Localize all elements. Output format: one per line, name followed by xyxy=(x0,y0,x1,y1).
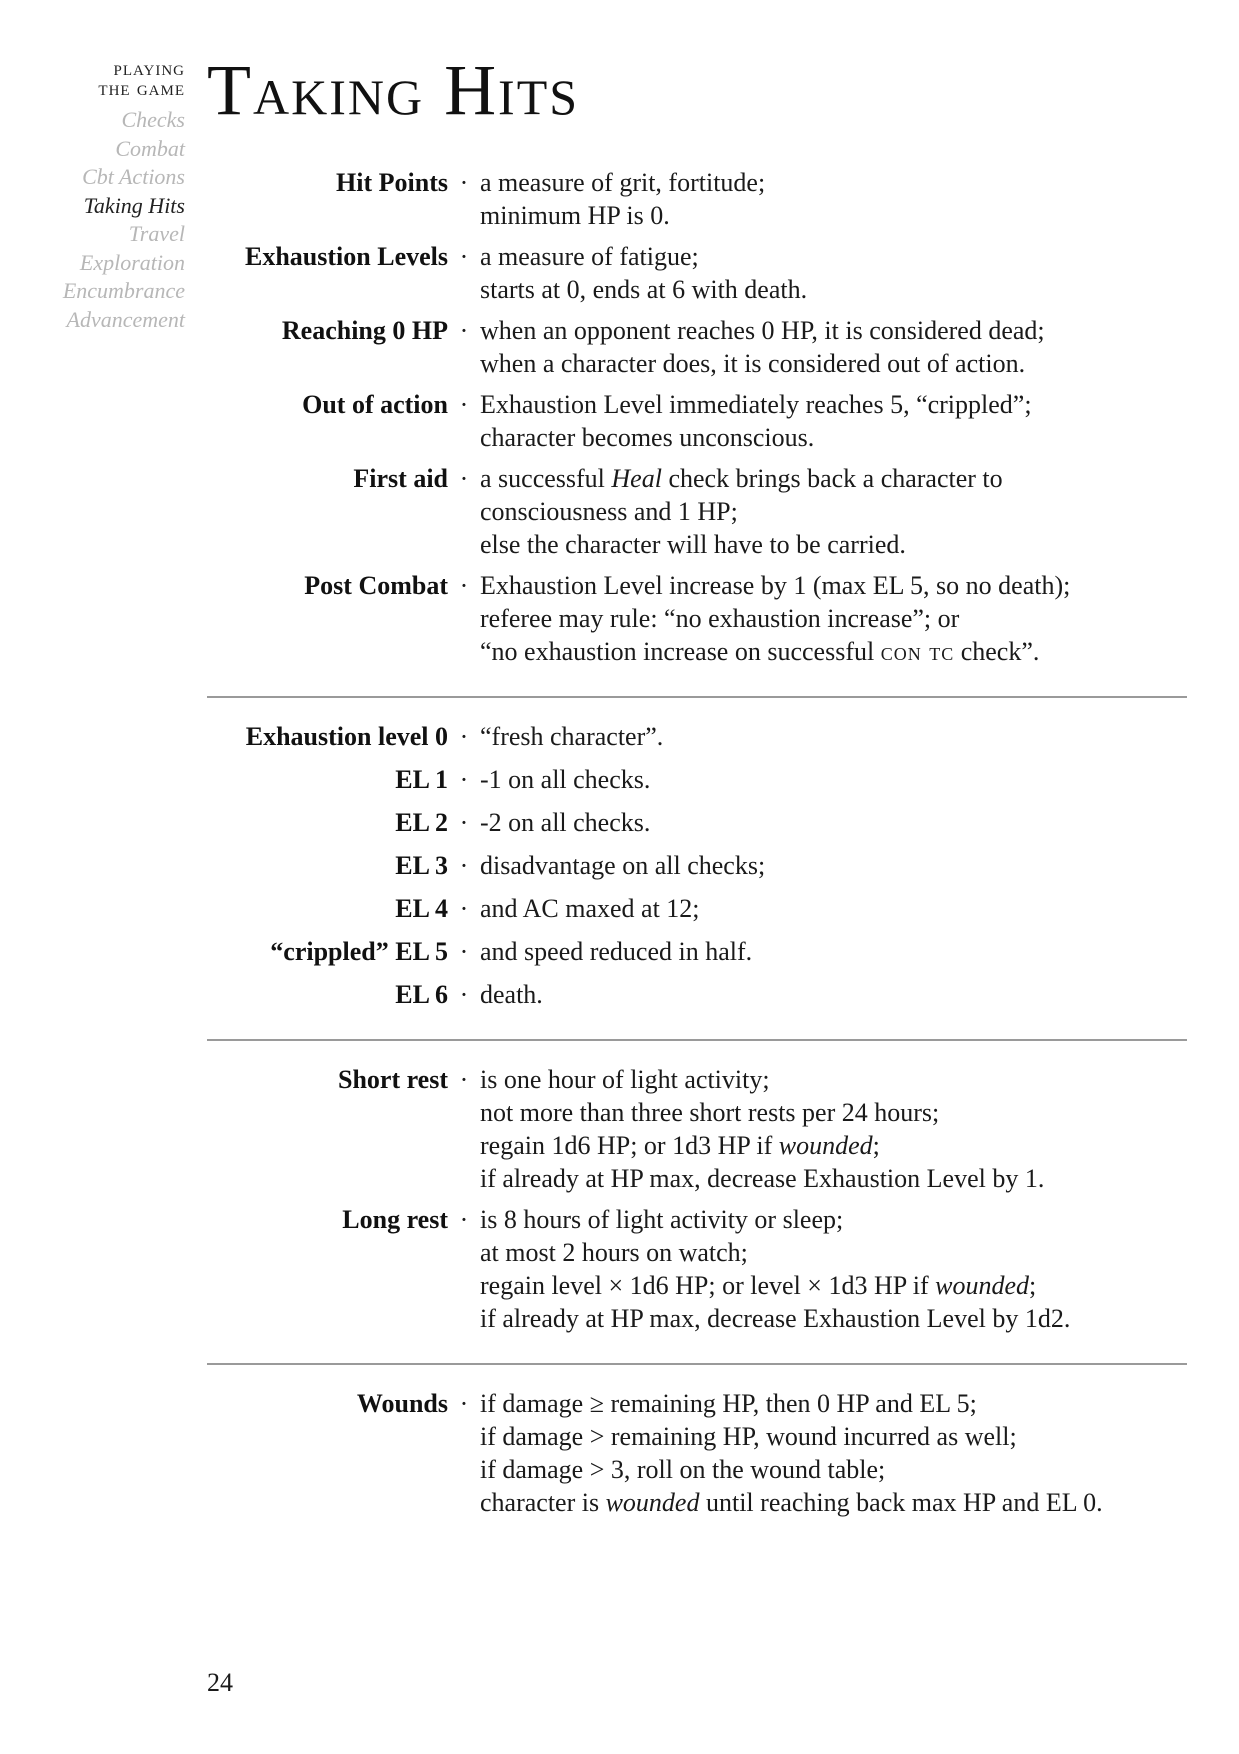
section-divider xyxy=(207,1363,1187,1365)
bullet-separator: · xyxy=(459,765,469,794)
nav-item-exploration[interactable]: Exploration xyxy=(79,249,185,275)
bullet-separator: · xyxy=(459,851,469,880)
definition-row xyxy=(207,1387,1187,1519)
bullet-separator: · xyxy=(459,980,469,1009)
italic-term: wounded xyxy=(778,1131,873,1160)
bullet-separator: · xyxy=(459,316,469,345)
rules-content xyxy=(207,166,1187,1519)
description-line: if damage ≥ remaining HP, then 0 HP and EL 5; xyxy=(480,1389,977,1418)
description-line: if damage > remaining HP, wound incurred as well; xyxy=(480,1422,1017,1451)
description-line xyxy=(480,635,1187,668)
definition-row xyxy=(207,935,1187,968)
definition-row xyxy=(207,569,1187,668)
nav-item-encumbrance[interactable]: Encumbrance xyxy=(62,278,185,303)
bullet-separator: · xyxy=(459,1205,469,1234)
description-line: Exhaustion Level increase by 1 (max EL 5, so no death); xyxy=(480,571,1071,600)
section-title-line: playing xyxy=(113,56,185,80)
definition-row xyxy=(207,1063,1187,1195)
definition-term: EL 3 xyxy=(395,851,448,880)
definition-row xyxy=(207,720,1187,753)
definition-description xyxy=(480,240,1187,306)
definition-description xyxy=(480,892,1187,925)
definition-term: Hit Points xyxy=(336,168,448,197)
bullet-separator: · xyxy=(459,168,469,197)
bullet-separator: · xyxy=(459,242,469,271)
description-line: a measure of grit, fortitude; xyxy=(480,168,766,197)
bullet-separator: · xyxy=(459,894,469,923)
description-line: not more than three short rests per 24 hours; xyxy=(480,1098,940,1127)
text-segment: regain level × 1d6 HP; or level × 1d3 HP if xyxy=(480,1271,936,1300)
description-line xyxy=(480,1129,1187,1162)
definition-row xyxy=(207,892,1187,925)
section-divider xyxy=(207,1039,1187,1041)
nav-item-travel[interactable]: Travel xyxy=(128,221,185,246)
definition-row xyxy=(207,763,1187,796)
page-title: Taking Hits xyxy=(207,50,580,130)
bullet-separator: · xyxy=(459,571,469,600)
bullet-separator: · xyxy=(459,937,469,966)
definition-term: EL 1 xyxy=(395,765,448,794)
definition-term: Out of action xyxy=(302,390,448,419)
definition-description xyxy=(480,1387,1187,1519)
section-title xyxy=(20,58,185,98)
description-line: minimum HP is 0. xyxy=(480,201,670,230)
definition-description xyxy=(480,720,1187,753)
description-line: and AC maxed at 12; xyxy=(480,894,700,923)
bullet-separator: · xyxy=(459,390,469,419)
description-line: else the character will have to be carried. xyxy=(480,530,906,559)
definition-row xyxy=(207,978,1187,1011)
text-segment: a successful xyxy=(480,464,612,493)
description-line: a measure of fatigue; xyxy=(480,242,699,271)
text-segment: “no exhaustion increase on successful xyxy=(480,637,881,666)
definition-term: Wounds xyxy=(356,1389,448,1418)
description-line: “fresh character”. xyxy=(480,722,664,751)
nav-item-advancement[interactable]: Advancement xyxy=(66,306,185,332)
definition-term: EL 6 xyxy=(395,980,448,1009)
description-line: referee may rule: “no exhaustion increase”; or xyxy=(480,604,960,633)
description-line: consciousness and 1 HP; xyxy=(480,497,738,526)
description-line: starts at 0, ends at 6 with death. xyxy=(480,275,808,304)
bullet-separator: · xyxy=(459,1065,469,1094)
definition-term: Reaching 0 HP xyxy=(281,316,448,345)
text-segment: check brings back a character to xyxy=(661,464,1003,493)
description-line: character becomes unconscious. xyxy=(480,423,815,452)
bullet-separator: · xyxy=(459,808,469,837)
bullet-separator: · xyxy=(459,722,469,751)
definition-row xyxy=(207,388,1187,454)
text-segment: regain 1d6 HP; or 1d3 HP if xyxy=(480,1131,779,1160)
italic-term: Heal xyxy=(611,464,662,493)
definition-term: EL 4 xyxy=(395,894,448,923)
definition-term: Exhaustion Levels xyxy=(245,242,448,271)
definition-term: Post Combat xyxy=(304,571,448,600)
description-line: -2 on all checks. xyxy=(480,808,651,837)
definition-description xyxy=(480,1063,1187,1195)
small-caps-term: con tc xyxy=(880,637,955,666)
definition-term: “crippled” EL 5 xyxy=(270,937,448,966)
description-line: and speed reduced in half. xyxy=(480,937,753,966)
text-segment: ; xyxy=(872,1131,880,1160)
description-line: is one hour of light activity; xyxy=(480,1065,770,1094)
description-line: when an opponent reaches 0 HP, it is considered dead; xyxy=(480,316,1045,345)
text-segment: character is xyxy=(480,1488,606,1517)
italic-term: wounded xyxy=(935,1271,1030,1300)
text-segment: until reaching back max HP and EL 0. xyxy=(699,1488,1103,1517)
definition-description xyxy=(480,314,1187,380)
definition-description xyxy=(480,763,1187,796)
definition-description xyxy=(480,1203,1187,1335)
definition-description xyxy=(480,849,1187,882)
definition-term: Long rest xyxy=(342,1205,448,1234)
nav-item-taking-hits[interactable]: Taking Hits xyxy=(83,192,185,218)
chapter-nav xyxy=(20,106,185,334)
definition-row xyxy=(207,849,1187,882)
page-number: 24 xyxy=(207,1668,233,1697)
description-line: if already at HP max, decrease Exhaustion Level by 1. xyxy=(480,1164,1045,1193)
definition-row xyxy=(207,166,1187,232)
nav-item-checks[interactable]: Checks xyxy=(121,107,185,132)
sidebar xyxy=(20,58,185,334)
description-line xyxy=(480,1269,1187,1302)
description-line: -1 on all checks. xyxy=(480,765,651,794)
nav-item-combat[interactable]: Combat xyxy=(115,135,185,161)
bullet-separator: · xyxy=(459,464,469,493)
definition-description xyxy=(480,935,1187,968)
definition-row xyxy=(207,1203,1187,1335)
section-divider xyxy=(207,696,1187,698)
description-line: disadvantage on all checks; xyxy=(480,851,766,880)
description-line: if already at HP max, decrease Exhaustion Level by 1d2. xyxy=(480,1304,1071,1333)
definition-term: EL 2 xyxy=(395,808,448,837)
description-line: at most 2 hours on watch; xyxy=(480,1238,748,1267)
definition-row xyxy=(207,462,1187,561)
definition-description xyxy=(480,978,1187,1011)
section-title-line: the game xyxy=(98,76,185,100)
definition-description xyxy=(480,166,1187,232)
definition-description xyxy=(480,569,1187,668)
definition-term: Short rest xyxy=(337,1065,448,1094)
text-segment: ; xyxy=(1029,1271,1037,1300)
definition-description xyxy=(480,388,1187,454)
definition-term: Exhaustion level 0 xyxy=(245,722,448,751)
text-segment: check”. xyxy=(954,637,1040,666)
definition-description xyxy=(480,462,1187,561)
nav-item-cbt-actions[interactable]: Cbt Actions xyxy=(82,164,185,189)
description-line: when a character does, it is considered out of action. xyxy=(480,349,1026,378)
bullet-separator: · xyxy=(459,1389,469,1418)
definition-description xyxy=(480,806,1187,839)
description-line: death. xyxy=(480,980,543,1009)
definition-term: First aid xyxy=(353,464,448,493)
description-line xyxy=(480,462,1187,495)
definition-row xyxy=(207,806,1187,839)
description-line: Exhaustion Level immediately reaches 5, “crippled”; xyxy=(480,390,1032,419)
italic-term: wounded xyxy=(605,1488,700,1517)
definition-row xyxy=(207,314,1187,380)
description-line: if damage > 3, roll on the wound table; xyxy=(480,1455,886,1484)
definition-row xyxy=(207,240,1187,306)
description-line xyxy=(480,1486,1187,1519)
description-line: is 8 hours of light activity or sleep; xyxy=(480,1205,844,1234)
